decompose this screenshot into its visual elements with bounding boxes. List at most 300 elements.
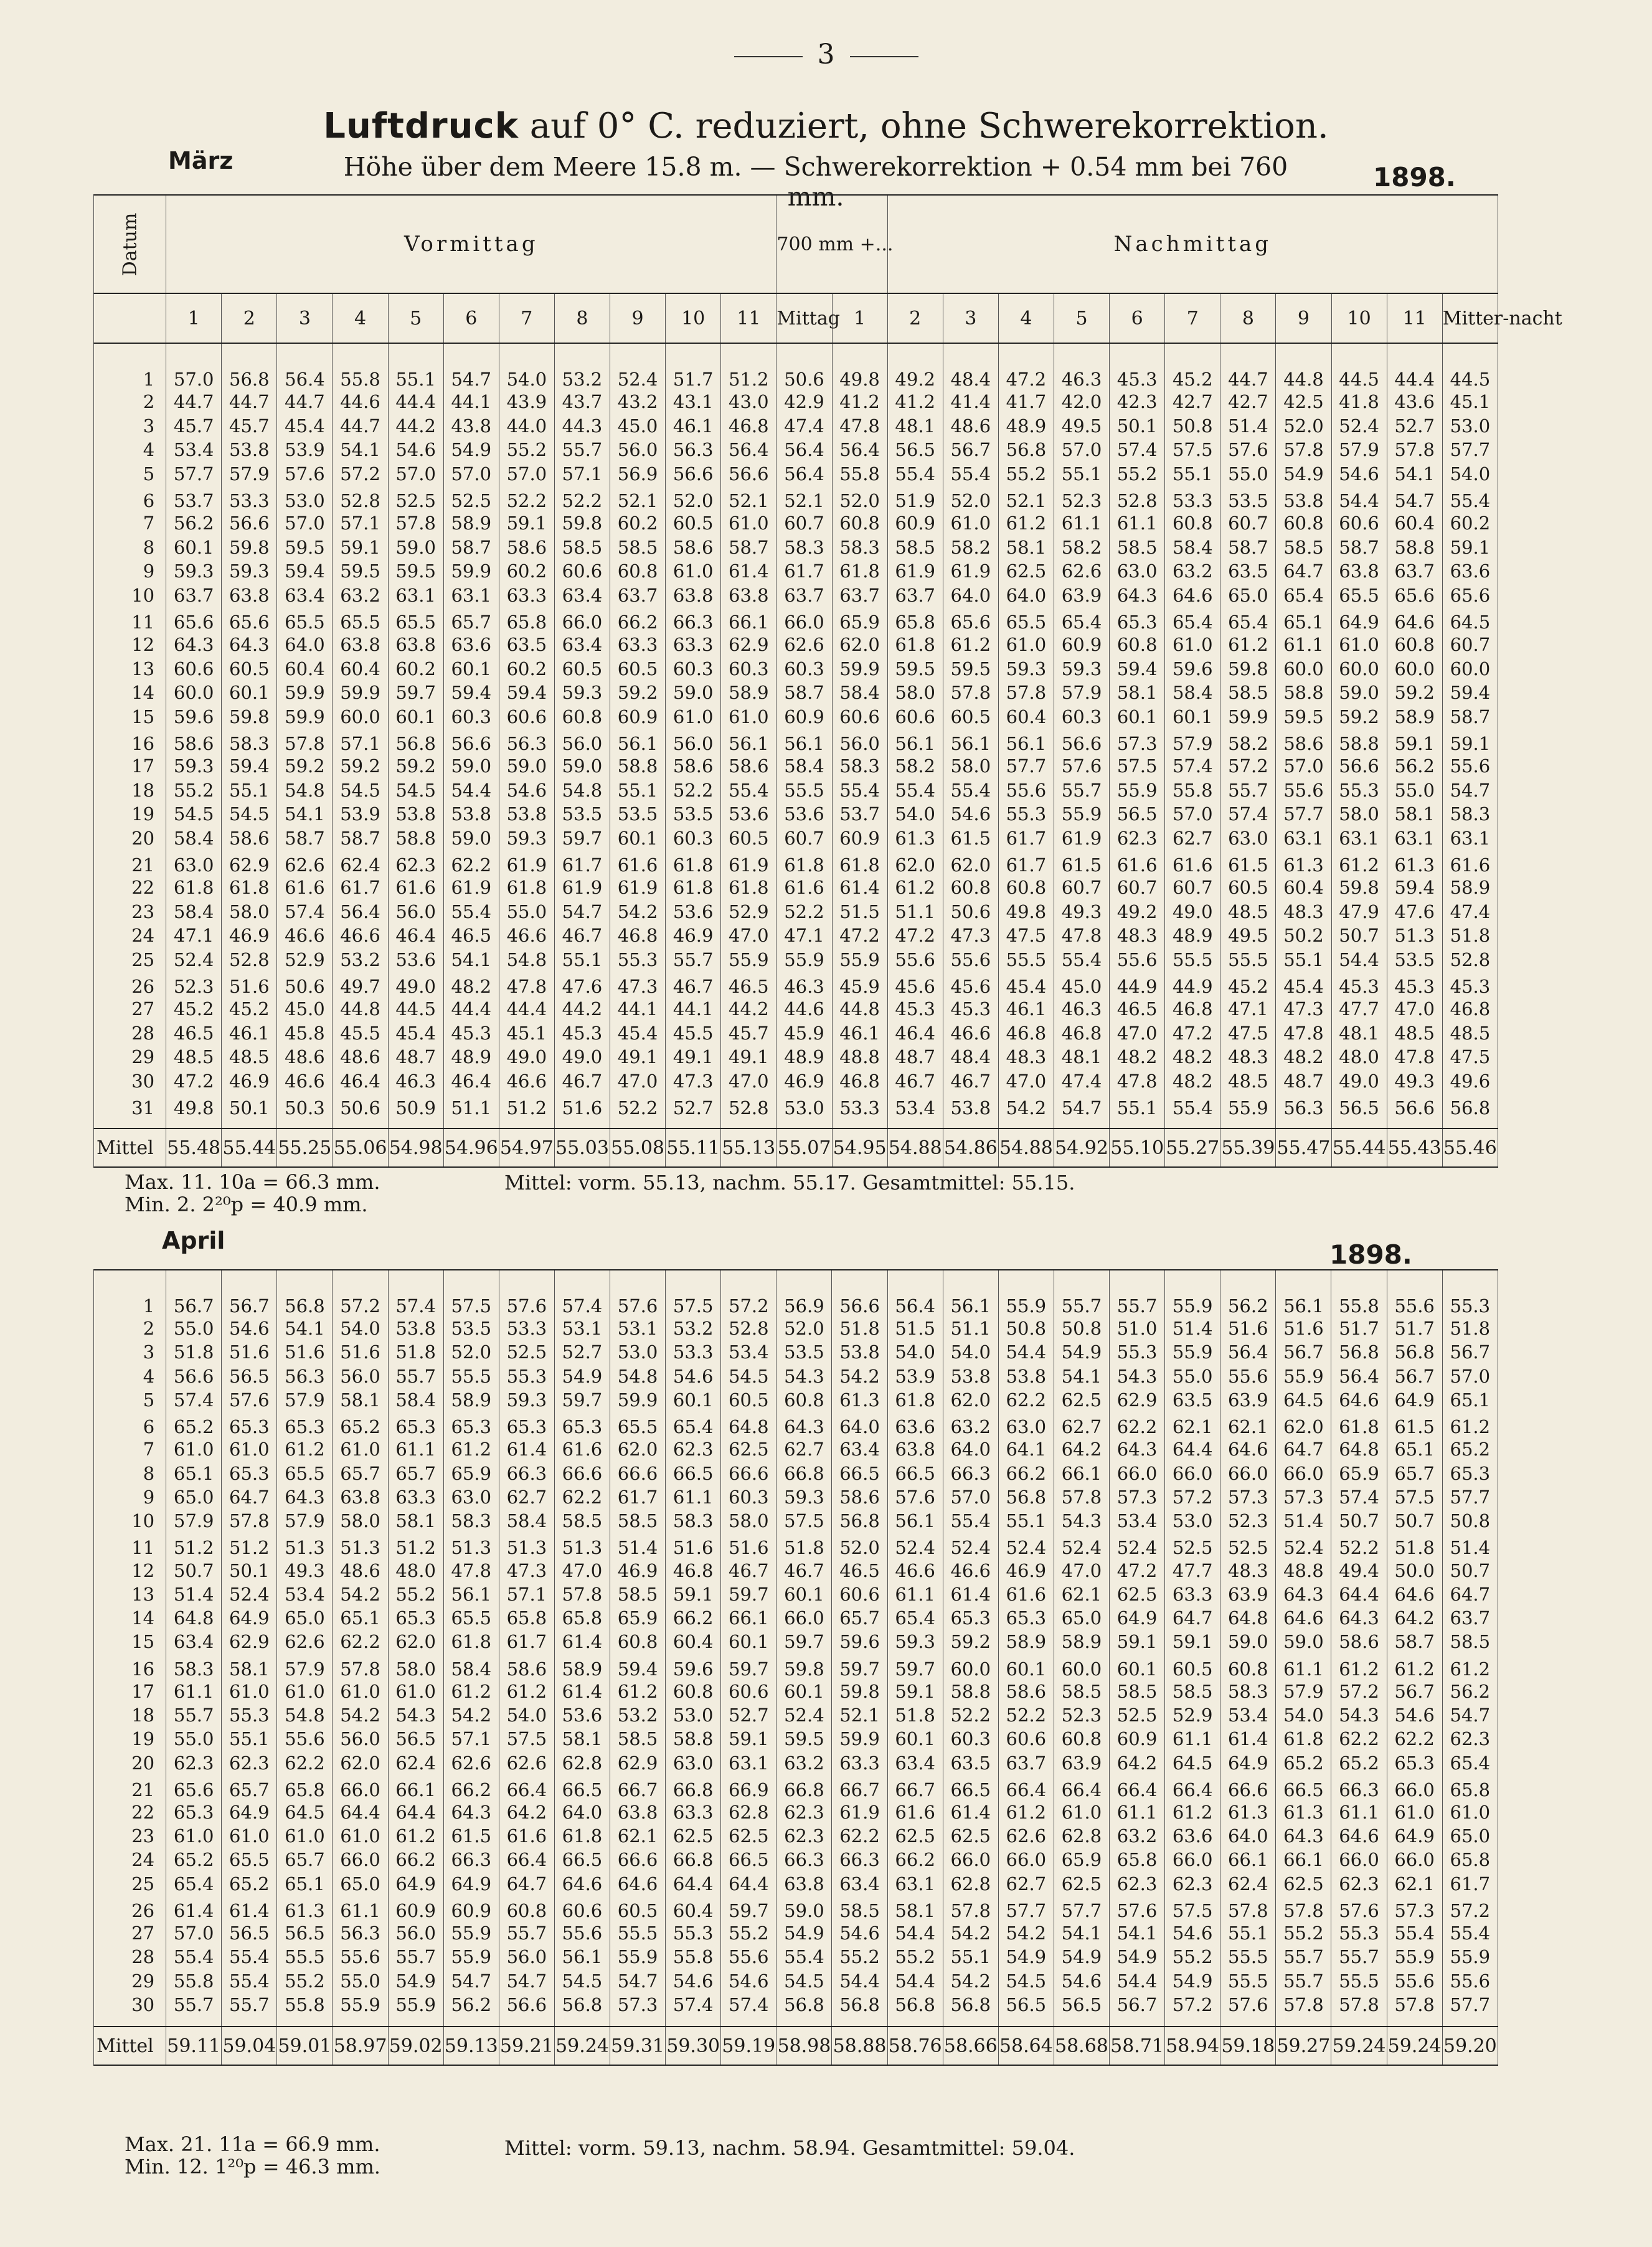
table-row [94,462,1498,486]
value-cell: 46.8 [666,1558,721,1582]
value-cell: 58.5 [610,1727,666,1751]
value-cell: 58.5 [1220,681,1276,705]
value-cell: 61.3 [1220,1800,1276,1824]
value-cell: 57.2 [1442,1896,1498,1921]
value-cell: 56.4 [1220,1340,1276,1364]
value-cell: 56.0 [388,900,443,924]
value-cell: 41.4 [943,390,998,414]
spacer-cell [998,1119,1054,1128]
value-cell: 45.4 [610,1021,666,1046]
value-cell: 46.5 [1110,997,1165,1021]
value-cell: 61.2 [1331,1654,1387,1680]
value-cell: 55.4 [943,462,998,486]
value-cell: 65.1 [333,1606,388,1630]
value-cell: 59.4 [610,1654,666,1680]
value-cell: 53.5 [443,1317,499,1340]
value-cell: 44.7 [1220,343,1276,390]
value-cell: 54.0 [499,1703,554,1727]
value-cell: 63.5 [943,1751,998,1774]
value-cell: 57.0 [943,1485,998,1509]
value-cell: 59.1 [333,536,388,560]
value-cell: 61.6 [1110,850,1165,876]
value-cell: 55.7 [166,1703,222,1727]
value-cell: 56.4 [721,438,776,462]
day-cell: 12 [94,633,166,657]
value-cell: 55.1 [1054,462,1109,486]
value-cell: 47.3 [666,1069,721,1094]
value-cell: 51.2 [499,1093,554,1119]
value-cell: 59.0 [1220,1630,1276,1653]
value-cell: 63.7 [887,584,943,608]
value-cell: 57.6 [887,1485,943,1509]
value-cell: 62.6 [776,633,832,657]
day-cell: 26 [94,1896,166,1921]
value-cell: 57.8 [1387,1993,1442,2017]
value-cell: 50.6 [333,1093,388,1119]
day-cell: 6 [94,1412,166,1437]
value-cell: 54.4 [832,1969,887,1993]
value-cell: 53.4 [277,1582,333,1606]
value-cell: 52.1 [721,486,776,511]
value-cell: 46.7 [943,1069,998,1094]
value-cell: 63.3 [388,1485,443,1509]
value-cell: 48.2 [1165,1045,1220,1069]
year-label-march: 1898. [1373,162,1456,192]
spacer-cell [1442,2017,1498,2027]
value-cell: 45.4 [998,972,1054,997]
value-cell: 57.5 [1387,1485,1442,1509]
value-cell: 63.2 [1165,559,1220,584]
value-cell: 56.6 [222,511,277,536]
day-cell: 3 [94,414,166,438]
value-cell: 66.6 [1220,1775,1276,1800]
value-cell: 63.1 [1387,826,1442,851]
value-cell: 65.4 [666,1412,721,1437]
value-cell: 65.3 [277,1412,333,1437]
day-cell: 29 [94,1045,166,1069]
value-cell: 53.2 [666,1317,721,1340]
spacer-cell [887,1119,943,1128]
value-cell: 47.7 [1331,997,1387,1021]
value-cell: 57.9 [1276,1680,1331,1703]
value-cell: 56.5 [887,438,943,462]
value-cell: 56.6 [666,462,721,486]
value-cell: 52.1 [610,486,666,511]
spacer-cell [333,2017,388,2027]
value-cell: 46.6 [943,1558,998,1582]
value-cell: 59.8 [222,536,277,560]
value-cell: 61.3 [277,1896,333,1921]
table-row [94,1872,1498,1896]
value-cell: 60.8 [1054,1727,1109,1751]
value-cell: 54.4 [443,778,499,803]
value-cell: 52.0 [1276,414,1331,438]
value-cell: 56.7 [1387,1365,1442,1388]
value-cell: 52.2 [776,900,832,924]
day-cell: 21 [94,850,166,876]
value-cell: 55.5 [776,778,832,803]
value-cell: 60.3 [1054,705,1109,729]
value-cell: 56.6 [1331,754,1387,778]
value-cell: 56.3 [666,438,721,462]
value-cell: 64.3 [222,633,277,657]
value-cell: 53.4 [887,1093,943,1119]
value-cell: 57.0 [166,1921,222,1945]
value-cell: 61.7 [1442,1872,1498,1896]
value-cell: 55.7 [554,438,610,462]
value-cell: 63.3 [499,584,554,608]
value-cell: 57.2 [1165,1993,1220,2017]
value-cell: 58.9 [1387,705,1442,729]
value-cell: 44.2 [388,414,443,438]
value-cell: 65.8 [499,1606,554,1630]
value-cell: 62.7 [1054,1412,1109,1437]
value-cell: 46.8 [721,414,776,438]
value-cell: 63.5 [1220,559,1276,584]
value-cell: 52.8 [721,1317,776,1340]
value-cell: 61.0 [666,705,721,729]
value-cell: 61.0 [388,1680,443,1703]
value-cell: 55.2 [499,438,554,462]
value-cell: 57.4 [1110,438,1165,462]
value-cell: 51.4 [1165,1317,1220,1340]
value-cell: 54.9 [554,1365,610,1388]
value-cell: 62.2 [277,1751,333,1774]
value-cell: 54.1 [1054,1921,1109,1945]
value-cell: 65.8 [1442,1775,1498,1800]
value-cell: 61.4 [1220,1727,1276,1751]
value-cell: 56.2 [443,1993,499,2017]
value-cell: 53.4 [166,438,222,462]
value-cell: 58.6 [998,1680,1054,1703]
day-cell: 25 [94,1872,166,1896]
mittel-cell: 55.13 [721,1128,776,1167]
value-cell: 56.8 [1331,1340,1387,1364]
value-cell: 66.0 [776,1606,832,1630]
value-cell: 62.9 [222,1630,277,1653]
value-cell: 55.0 [333,1969,388,1993]
value-cell: 65.0 [1054,1606,1109,1630]
value-cell: 61.1 [1276,633,1331,657]
mittel-cell: 58.64 [998,2027,1054,2065]
mittel-cell: 58.68 [1054,2027,1109,2065]
value-cell: 54.5 [776,1969,832,1993]
value-cell: 58.3 [832,536,887,560]
value-cell: 55.9 [333,1993,388,2017]
value-cell: 58.6 [832,1485,887,1509]
value-cell: 57.3 [1387,1896,1442,1921]
value-cell: 61.6 [610,850,666,876]
value-cell: 47.5 [1442,1045,1498,1069]
value-cell: 47.3 [1276,997,1331,1021]
value-cell: 58.4 [499,1509,554,1533]
value-cell: 60.0 [943,1654,998,1680]
value-cell: 59.7 [721,1582,776,1606]
value-cell: 54.4 [1331,948,1387,972]
value-cell: 57.9 [1165,729,1220,754]
value-cell: 57.7 [1442,1485,1498,1509]
value-cell: 54.9 [998,1945,1054,1969]
value-cell: 51.1 [943,1317,998,1340]
value-cell: 59.9 [1220,705,1276,729]
value-cell: 65.3 [222,1412,277,1437]
value-cell: 52.8 [222,948,277,972]
value-cell: 55.7 [666,948,721,972]
spacer-cell [166,2017,222,2027]
day-cell: 22 [94,1800,166,1824]
spacer-cell [1220,2017,1276,2027]
value-cell: 53.5 [666,802,721,826]
value-cell: 62.3 [1442,1727,1498,1751]
spacer-cell [1054,1119,1109,1128]
value-cell: 48.6 [943,414,998,438]
value-cell: 52.2 [499,486,554,511]
value-cell: 47.8 [1054,924,1109,948]
value-cell: 55.5 [277,1945,333,1969]
value-cell: 57.0 [443,462,499,486]
value-cell: 62.7 [1165,826,1220,851]
value-cell: 66.3 [832,1848,887,1871]
value-cell: 62.9 [222,850,277,876]
hour-header: 3 [277,293,333,343]
value-cell: 46.1 [222,1021,277,1046]
value-cell: 53.1 [554,1317,610,1340]
value-cell: 58.0 [333,1509,388,1533]
value-cell: 60.8 [832,511,887,536]
value-cell: 53.5 [1220,486,1276,511]
spacer-cell [998,2017,1054,2027]
value-cell: 58.1 [887,1896,943,1921]
value-cell: 46.4 [887,1021,943,1046]
value-cell: 58.3 [443,1509,499,1533]
value-cell: 50.1 [222,1093,277,1119]
value-cell: 63.1 [721,1751,776,1774]
spacer-cell [610,2017,666,2027]
value-cell: 62.3 [1110,826,1165,851]
spacer-cell [832,1119,887,1128]
value-cell: 46.8 [1442,997,1498,1021]
value-cell: 57.5 [1110,754,1165,778]
value-cell: 44.7 [166,390,222,414]
value-cell: 64.8 [166,1606,222,1630]
value-cell: 58.8 [1276,681,1331,705]
value-cell: 59.5 [1276,705,1331,729]
value-cell: 55.8 [277,1993,333,2017]
value-cell: 45.9 [832,972,887,997]
value-cell: 61.0 [333,1824,388,1848]
value-cell: 66.3 [776,1848,832,1871]
value-cell: 45.3 [1110,343,1165,390]
value-cell: 62.5 [1054,1388,1109,1412]
value-cell: 49.0 [388,972,443,997]
value-cell: 51.5 [887,1317,943,1340]
hour-header: 4 [333,293,388,343]
value-cell: 55.8 [1165,778,1220,803]
value-cell: 48.1 [1054,1045,1109,1069]
value-cell: 56.0 [388,1921,443,1945]
value-cell: 58.7 [776,681,832,705]
day-cell: 28 [94,1945,166,1969]
value-cell: 60.4 [1276,876,1331,900]
value-cell: 61.4 [554,1680,610,1703]
value-cell: 60.9 [388,1896,443,1921]
value-cell: 61.5 [1220,850,1276,876]
value-cell: 55.3 [222,1703,277,1727]
value-cell: 55.6 [333,1945,388,1969]
value-cell: 42.7 [1220,390,1276,414]
value-cell: 54.2 [943,1969,998,1993]
spacer-cell [388,2017,443,2027]
value-cell: 47.5 [1220,1021,1276,1046]
value-cell: 52.7 [721,1703,776,1727]
value-cell: 60.9 [887,511,943,536]
mittel-cell: 55.43 [1387,1128,1442,1167]
title-bold: Luftdruck [323,106,519,146]
value-cell: 54.1 [277,802,333,826]
value-cell: 55.5 [610,1921,666,1945]
value-cell: 66.7 [832,1775,887,1800]
value-cell: 55.6 [1442,1969,1498,1993]
value-cell: 55.6 [277,1727,333,1751]
value-cell: 52.0 [776,1317,832,1340]
value-cell: 57.9 [277,1654,333,1680]
value-cell: 48.0 [1331,1045,1387,1069]
value-cell: 47.0 [998,1069,1054,1094]
value-cell: 62.2 [1387,1727,1442,1751]
value-cell: 55.2 [388,1582,443,1606]
value-cell: 48.7 [1276,1069,1331,1094]
value-cell: 66.8 [666,1775,721,1800]
value-cell: 61.3 [1276,850,1331,876]
value-cell: 57.8 [1387,438,1442,462]
spacer-cell [94,1119,166,1128]
day-cell: 16 [94,1654,166,1680]
value-cell: 46.7 [666,972,721,997]
value-cell: 52.5 [388,486,443,511]
value-cell: 61.2 [943,633,998,657]
value-cell: 57.7 [1054,1896,1109,1921]
value-cell: 49.5 [1220,924,1276,948]
value-cell: 55.2 [277,1969,333,1993]
value-cell: 56.7 [166,1270,222,1317]
value-cell: 42.3 [1110,390,1165,414]
value-cell: 58.0 [943,754,998,778]
value-cell: 64.9 [1220,1751,1276,1774]
value-cell: 62.0 [1276,1412,1331,1437]
value-cell: 57.4 [1220,802,1276,826]
value-cell: 46.7 [721,1558,776,1582]
value-cell: 45.3 [1331,972,1387,997]
value-cell: 58.7 [1220,536,1276,560]
value-cell: 57.4 [1165,754,1220,778]
spacer-cell [1110,2017,1165,2027]
value-cell: 63.0 [666,1751,721,1774]
value-cell: 48.3 [1110,924,1165,948]
value-cell: 53.6 [776,802,832,826]
value-cell: 61.1 [333,1896,388,1921]
value-cell: 45.3 [554,1021,610,1046]
table-row [94,1485,1498,1509]
value-cell: 65.3 [388,1606,443,1630]
value-cell: 45.3 [1442,972,1498,997]
value-cell: 48.2 [1110,1045,1165,1069]
value-cell: 48.3 [1220,1558,1276,1582]
value-cell: 66.0 [1220,1461,1276,1485]
value-cell: 59.3 [166,754,222,778]
value-cell: 55.7 [1220,778,1276,803]
spacer-cell [1220,1119,1276,1128]
table-row [94,584,1498,608]
value-cell: 63.7 [832,584,887,608]
value-cell: 62.1 [610,1824,666,1848]
value-cell: 63.4 [277,584,333,608]
value-cell: 57.8 [333,1654,388,1680]
value-cell: 58.6 [222,826,277,851]
day-cell: 3 [94,1340,166,1364]
value-cell: 63.4 [166,1630,222,1653]
value-cell: 56.2 [166,511,222,536]
value-cell: 55.4 [943,1509,998,1533]
value-cell: 58.9 [1054,1630,1109,1653]
day-cell: 18 [94,1703,166,1727]
value-cell: 61.0 [721,705,776,729]
value-cell: 54.4 [887,1921,943,1945]
hour-header: 8 [1220,293,1276,343]
value-cell: 60.6 [166,657,222,681]
value-cell: 56.1 [998,729,1054,754]
value-cell: 64.9 [388,1872,443,1896]
value-cell: 65.5 [222,1848,277,1871]
value-cell: 46.1 [998,997,1054,1021]
value-cell: 63.0 [166,850,222,876]
value-cell: 59.1 [1165,1630,1220,1653]
value-cell: 59.3 [499,1388,554,1412]
table-row [94,900,1498,924]
value-cell: 66.2 [998,1461,1054,1485]
mittel-cell: 54.97 [499,1128,554,1167]
value-cell: 62.5 [721,1437,776,1461]
value-cell: 46.7 [554,924,610,948]
value-cell: 54.2 [333,1703,388,1727]
value-cell: 46.3 [776,972,832,997]
value-cell: 58.8 [666,1727,721,1751]
value-cell: 59.9 [832,1727,887,1751]
value-cell: 63.6 [1442,559,1498,584]
value-cell: 48.7 [388,1045,443,1069]
value-cell: 59.9 [443,559,499,584]
value-cell: 47.8 [499,972,554,997]
value-cell: 48.5 [1220,1069,1276,1094]
mittel-cell: 59.24 [554,2027,610,2065]
value-cell: 56.6 [1387,1093,1442,1119]
value-cell: 63.8 [721,584,776,608]
value-cell: 64.6 [1387,1582,1442,1606]
value-cell: 58.5 [610,536,666,560]
value-cell: 51.6 [1220,1317,1276,1340]
value-cell: 59.4 [222,754,277,778]
value-cell: 59.4 [443,681,499,705]
value-cell: 48.9 [776,1045,832,1069]
value-cell: 62.5 [1110,1582,1165,1606]
value-cell: 48.3 [1220,1045,1276,1069]
value-cell: 48.2 [1276,1045,1331,1069]
value-cell: 61.8 [887,633,943,657]
mittel-cell: 54.92 [1054,1128,1109,1167]
spacer-cell [222,1119,277,1128]
value-cell: 54.8 [610,1365,666,1388]
value-cell: 50.9 [388,1093,443,1119]
value-cell: 63.9 [1054,1751,1109,1774]
